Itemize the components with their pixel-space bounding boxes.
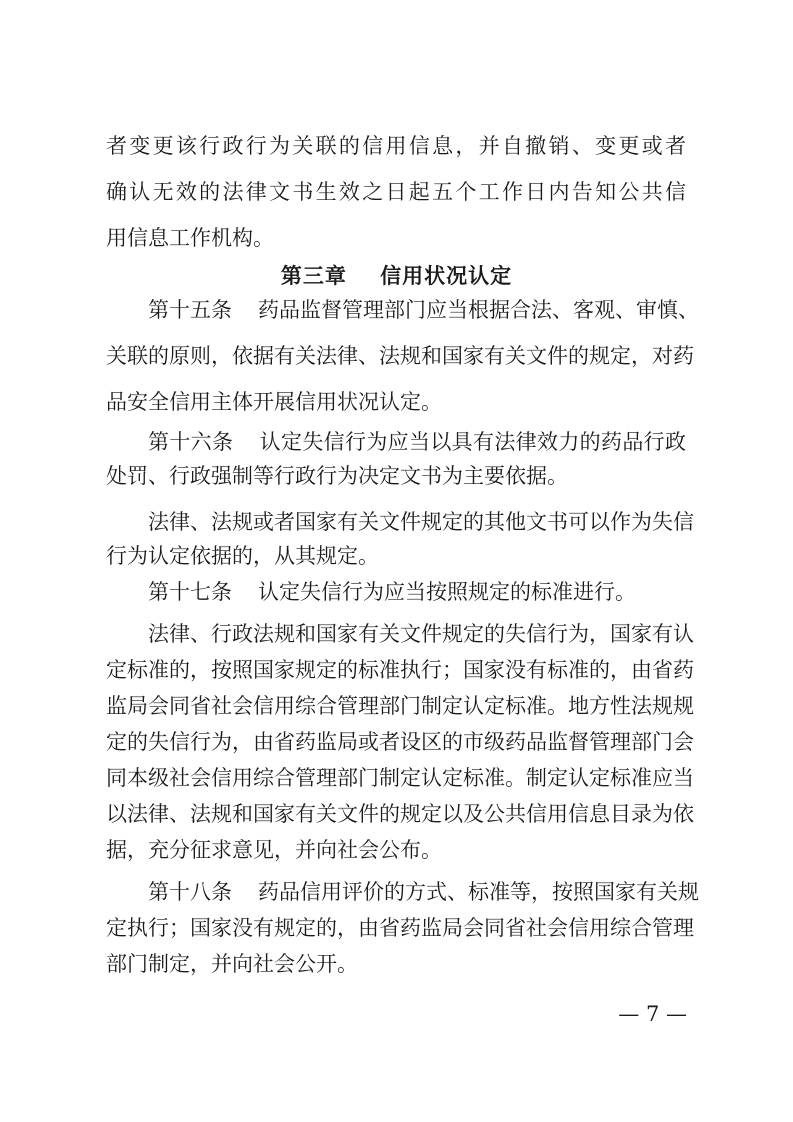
- article-text: 药品信用评价的方式、标准等，按照国家有关规: [258, 880, 699, 904]
- article-text: 认定失信行为应当以具有法律效力的药品行政: [259, 430, 687, 454]
- article-16-line-1: [148, 428, 686, 456]
- paragraph-line: 据，充分征求意见，并向社会公布。: [106, 838, 442, 862]
- paragraph-line: 品安全信用主体开展信用状况认定。: [106, 390, 442, 414]
- paragraph-line: 确认无效的法律文书生效之日起五个工作日内告知公共信: [106, 180, 686, 204]
- paragraph-line: 定执行；国家没有规定的，由省药监局会同省社会信用综合管理: [106, 916, 694, 940]
- paragraph-line: 关联的原则，依据有关法律、法规和国家有关文件的规定，对药: [106, 344, 694, 368]
- article-17-line-1: [148, 578, 686, 606]
- paragraph-line: 用信息工作机构。: [106, 226, 274, 250]
- paragraph-line: 定标准的，按照国家规定的标准执行；国家没有标准的，由省药: [106, 658, 694, 682]
- paragraph-line: 以法律、法规和国家有关文件的规定以及公共信用信息目录为依: [106, 802, 694, 826]
- paragraph-line: 同本级社会信用综合管理部门制定认定标准。制定认定标准应当: [106, 766, 694, 790]
- paragraph-line: 者变更该行政行为关联的信用信息，并自撤销、变更或者: [106, 134, 686, 158]
- article-number: 第十六条: [148, 430, 234, 454]
- article-text: 认定失信行为应当按照规定的标准进行。: [258, 580, 636, 604]
- paragraph-line: 定的失信行为，由省药监局或者设区的市级药品监督管理部门会: [106, 730, 694, 754]
- chapter-heading: 第三章 信用状况认定: [280, 264, 513, 288]
- paragraph-line: 法律、行政法规和国家有关文件规定的失信行为，国家有认: [148, 622, 694, 646]
- article-number: 第十八条: [148, 880, 232, 904]
- article-number: 第十五条: [148, 298, 232, 322]
- paragraph-line: 部门制定，并向社会公开。: [106, 952, 358, 976]
- paragraph-line: 行为认定依据的，从其规定。: [106, 544, 379, 568]
- article-15-line-1: [148, 296, 699, 324]
- paragraph-line: 法律、法规或者国家有关文件规定的其他文书可以作为失信: [148, 510, 694, 534]
- article-18-line-1: [148, 878, 699, 906]
- paragraph-line: 监局会同省社会信用综合管理部门制定认定标准。地方性法规规: [106, 694, 694, 718]
- paragraph-line: 处罚、行政强制等行政行为决定文书为主要依据。: [106, 464, 568, 488]
- article-text: 药品监督管理部门应当根据合法、客观、审慎、: [258, 298, 699, 322]
- page-number: — 7 —: [618, 1002, 687, 1026]
- article-number: 第十七条: [148, 580, 232, 604]
